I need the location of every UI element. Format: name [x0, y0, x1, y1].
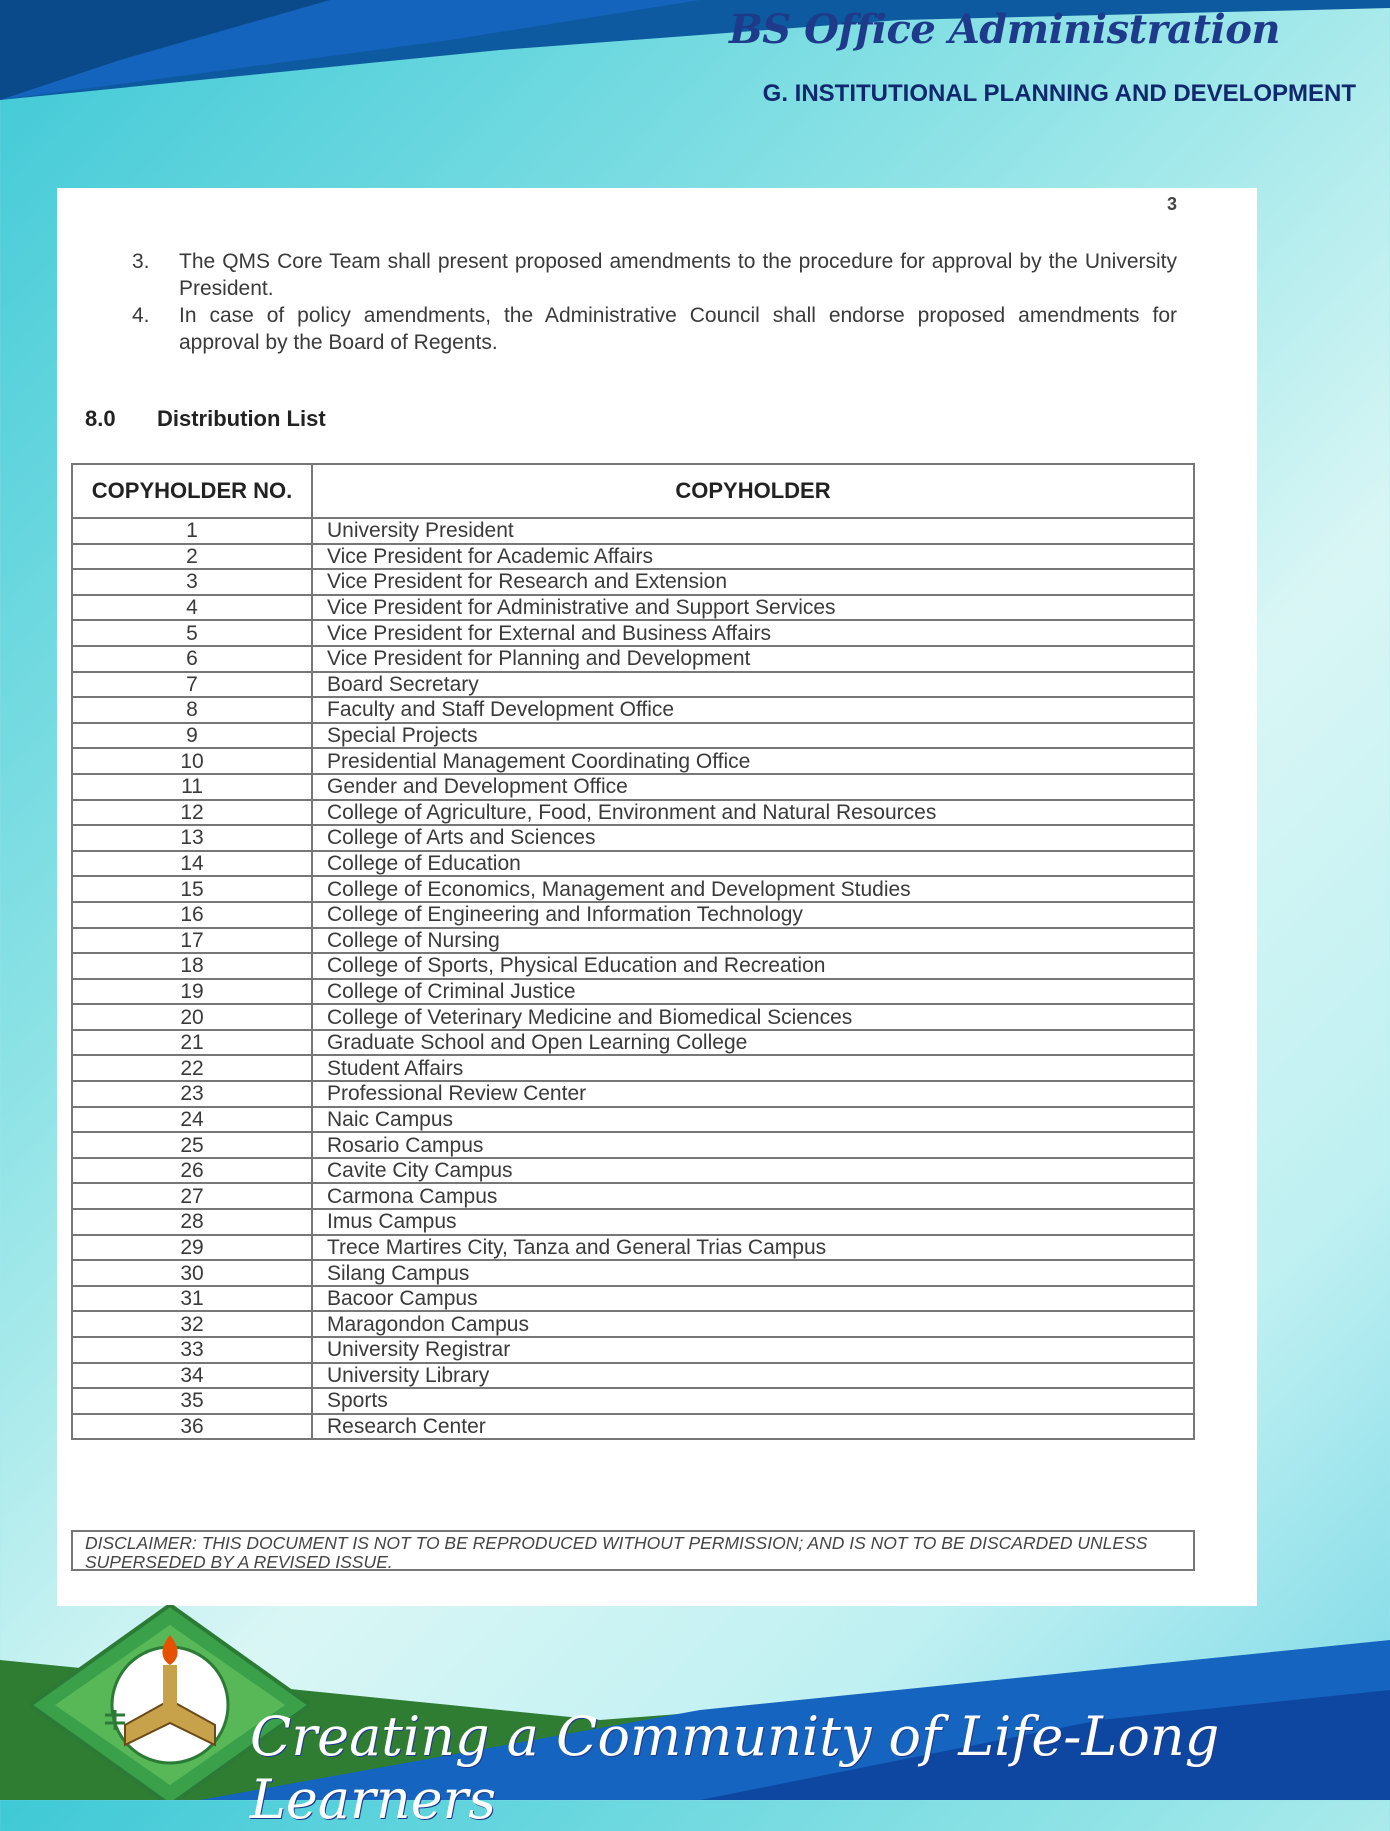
copyholder-name: Rosario Campus	[312, 1132, 1194, 1158]
table-row	[72, 1388, 1194, 1414]
table-row	[72, 1337, 1194, 1363]
table-row	[72, 851, 1194, 877]
section-number: 8.0	[85, 406, 116, 431]
copyholder-name: University Library	[312, 1363, 1194, 1389]
copyholder-name: Vice President for Planning and Development	[312, 646, 1194, 672]
table-row	[72, 1414, 1194, 1440]
table-row	[72, 1235, 1194, 1261]
copyholder-number: 12	[72, 800, 312, 826]
table-row	[72, 672, 1194, 698]
copyholder-name: Silang Campus	[312, 1260, 1194, 1286]
copyholder-number: 13	[72, 825, 312, 851]
copyholder-name: Student Affairs	[312, 1055, 1194, 1081]
copyholder-number: 35	[72, 1388, 312, 1414]
copyholder-number: 16	[72, 902, 312, 928]
copyholder-name: University President	[312, 518, 1194, 544]
list-item	[132, 248, 1177, 302]
table-row	[72, 876, 1194, 902]
copyholder-number: 20	[72, 1004, 312, 1030]
item-text: In case of policy amendments, the Administrative Council shall endorse proposed amendments for approval by the Board of Regents.	[179, 304, 1177, 354]
section-title	[85, 406, 326, 432]
copyholder-number: 10	[72, 748, 312, 774]
distribution-table	[71, 463, 1195, 1440]
copyholder-name: Board Secretary	[312, 672, 1194, 698]
table-row	[72, 697, 1194, 723]
table-row	[72, 723, 1194, 749]
table-row	[72, 544, 1194, 570]
table-row	[72, 1081, 1194, 1107]
item-text: The QMS Core Team shall present proposed amendments to the procedure for approval by the University President.	[179, 250, 1177, 300]
table-row	[72, 800, 1194, 826]
copyholder-name: Bacoor Campus	[312, 1286, 1194, 1312]
disclaimer: DISCLAIMER: THIS DOCUMENT IS NOT TO BE REPRODUCED WITHOUT PERMISSION; AND IS NOT TO BE DISCARDED UNLESS SUPERSEDED BY A REVISED ISSUE.	[71, 1530, 1195, 1571]
table-row	[72, 1209, 1194, 1235]
copyholder-number: 21	[72, 1030, 312, 1056]
table-row	[72, 1158, 1194, 1184]
copyholder-name: College of Education	[312, 851, 1194, 877]
copyholder-number: 34	[72, 1363, 312, 1389]
table-row	[72, 518, 1194, 544]
copyholder-number: 9	[72, 723, 312, 749]
table-row	[72, 1107, 1194, 1133]
copyholder-number: 27	[72, 1183, 312, 1209]
copyholder-name: Special Projects	[312, 723, 1194, 749]
table-row	[72, 1363, 1194, 1389]
copyholder-number: 31	[72, 1286, 312, 1312]
copyholder-name: Maragondon Campus	[312, 1311, 1194, 1337]
copyholder-name: Vice President for External and Business Affairs	[312, 620, 1194, 646]
table-row	[72, 595, 1194, 621]
header-copyholder-no: COPYHOLDER NO.	[72, 464, 312, 518]
copyholder-name: College of Agriculture, Food, Environment and Natural Resources	[312, 800, 1194, 826]
copyholder-number: 4	[72, 595, 312, 621]
copyholder-name: Professional Review Center	[312, 1081, 1194, 1107]
table-row	[72, 928, 1194, 954]
table-row	[72, 620, 1194, 646]
copyholder-name: College of Veterinary Medicine and Biomedical Sciences	[312, 1004, 1194, 1030]
table-row	[72, 1286, 1194, 1312]
copyholder-number: 24	[72, 1107, 312, 1133]
table-row	[72, 1055, 1194, 1081]
table-row	[72, 979, 1194, 1005]
copyholder-name: Vice President for Administrative and Support Services	[312, 595, 1194, 621]
copyholder-number: 30	[72, 1260, 312, 1286]
copyholder-number: 23	[72, 1081, 312, 1107]
copyholder-number: 32	[72, 1311, 312, 1337]
table-row	[72, 646, 1194, 672]
copyholder-number: 3	[72, 569, 312, 595]
copyholder-number: 26	[72, 1158, 312, 1184]
table-row	[72, 1030, 1194, 1056]
table-row	[72, 1311, 1194, 1337]
document-page	[57, 188, 1257, 1606]
copyholder-name: Trece Martires City, Tanza and General Trias Campus	[312, 1235, 1194, 1261]
copyholder-name: College of Criminal Justice	[312, 979, 1194, 1005]
table-row	[72, 1260, 1194, 1286]
copyholder-name: Carmona Campus	[312, 1183, 1194, 1209]
copyholder-name: Imus Campus	[312, 1209, 1194, 1235]
section-heading: G. INSTITUTIONAL PLANNING AND DEVELOPMENT	[762, 80, 1356, 107]
table-row	[72, 1132, 1194, 1158]
copyholder-name: Vice President for Research and Extension	[312, 569, 1194, 595]
copyholder-name: University Registrar	[312, 1337, 1194, 1363]
table-row	[72, 774, 1194, 800]
copyholder-number: 17	[72, 928, 312, 954]
table-row	[72, 902, 1194, 928]
copyholder-name: Gender and Development Office	[312, 774, 1194, 800]
copyholder-name: Vice President for Academic Affairs	[312, 544, 1194, 570]
table-row	[72, 748, 1194, 774]
procedure-items	[132, 248, 1177, 356]
table-row	[72, 1183, 1194, 1209]
copyholder-name: Presidential Management Coordinating Office	[312, 748, 1194, 774]
copyholder-name: Graduate School and Open Learning College	[312, 1030, 1194, 1056]
page-number: 3	[1166, 194, 1177, 214]
copyholder-name: Research Center	[312, 1414, 1194, 1440]
copyholder-name: College of Economics, Management and Development Studies	[312, 876, 1194, 902]
copyholder-number: 15	[72, 876, 312, 902]
copyholder-name: Naic Campus	[312, 1107, 1194, 1133]
copyholder-number: 22	[72, 1055, 312, 1081]
copyholder-name: College of Sports, Physical Education and Recreation	[312, 953, 1194, 979]
footer-tagline: Creating a Community of Life-Long Learners	[250, 1705, 1220, 1831]
copyholder-number: 6	[72, 646, 312, 672]
section-label: Distribution List	[157, 406, 326, 431]
item-number: 4.	[132, 304, 150, 327]
copyholder-number: 11	[72, 774, 312, 800]
table-header-row	[72, 464, 1194, 518]
table-row	[72, 953, 1194, 979]
copyholder-number: 29	[72, 1235, 312, 1261]
copyholder-name: College of Arts and Sciences	[312, 825, 1194, 851]
copyholder-name: College of Engineering and Information Technology	[312, 902, 1194, 928]
copyholder-name: Faculty and Staff Development Office	[312, 697, 1194, 723]
program-title: BS Office Administration	[728, 6, 1280, 53]
copyholder-name: Cavite City Campus	[312, 1158, 1194, 1184]
copyholder-number: 2	[72, 544, 312, 570]
copyholder-number: 1	[72, 518, 312, 544]
copyholder-number: 25	[72, 1132, 312, 1158]
copyholder-number: 8	[72, 697, 312, 723]
copyholder-name: College of Nursing	[312, 928, 1194, 954]
table-row	[72, 1004, 1194, 1030]
copyholder-number: 7	[72, 672, 312, 698]
copyholder-number: 33	[72, 1337, 312, 1363]
item-number: 3.	[132, 250, 150, 273]
copyholder-name: Sports	[312, 1388, 1194, 1414]
list-item	[132, 302, 1177, 356]
copyholder-number: 5	[72, 620, 312, 646]
copyholder-number: 28	[72, 1209, 312, 1235]
copyholder-number: 18	[72, 953, 312, 979]
copyholder-number: 19	[72, 979, 312, 1005]
header-copyholder: COPYHOLDER	[312, 464, 1194, 518]
table-row	[72, 825, 1194, 851]
copyholder-number: 36	[72, 1414, 312, 1440]
copyholder-number: 14	[72, 851, 312, 877]
table-row	[72, 569, 1194, 595]
